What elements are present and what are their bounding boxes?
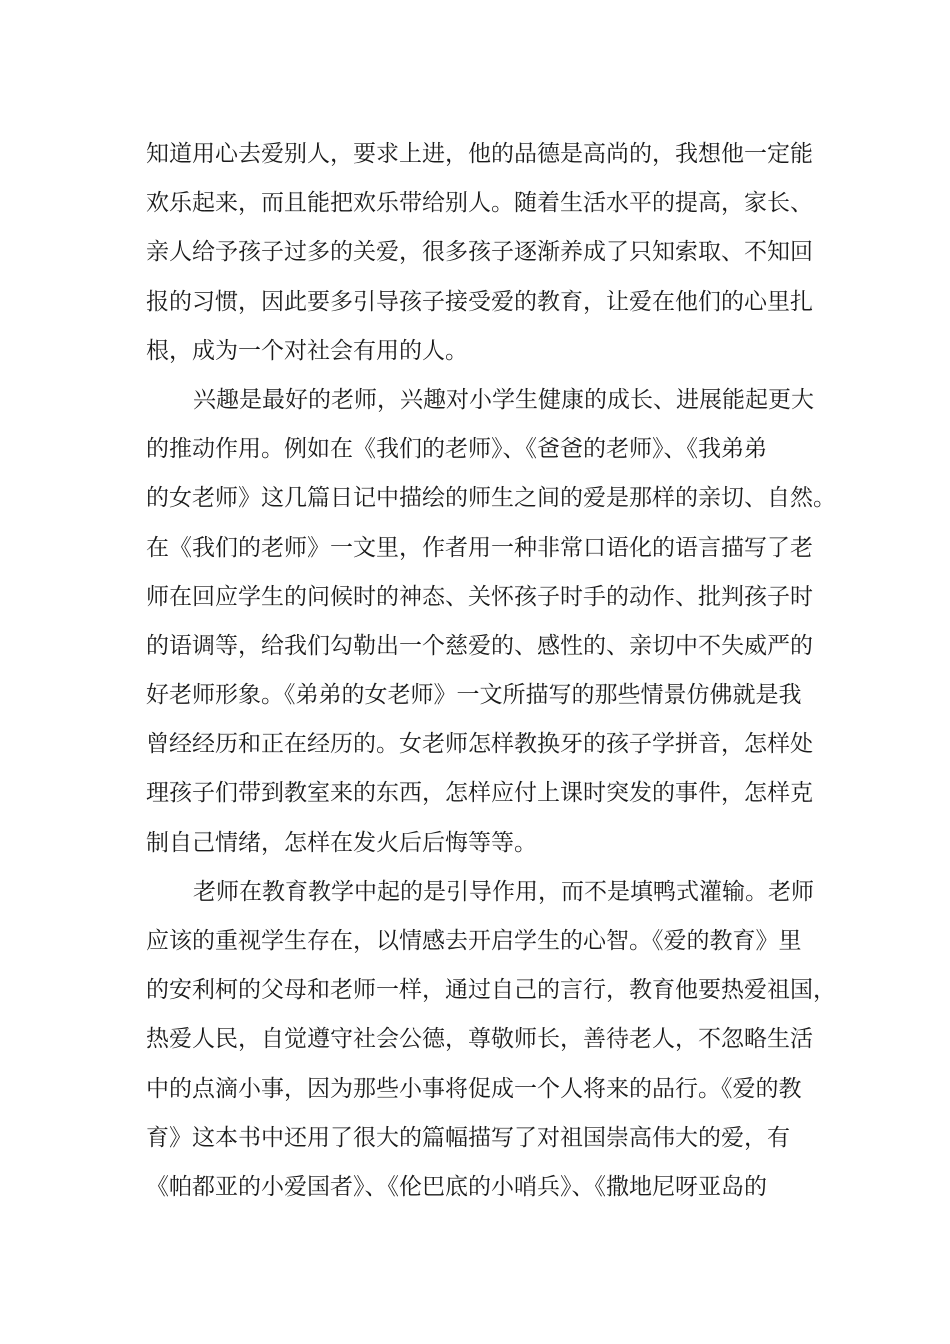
- text-line: 知道用心去爱别人，要求上进，他的品德是高尚的，我想他一定能: [146, 141, 813, 167]
- text-line: 欢乐起来，而且能把欢乐带给别人。随着生活水平的提高，家长、: [146, 190, 813, 217]
- text-line: 应该的重视学生存在，以情感去开启学生的心智。《爱的教育》里: [146, 928, 802, 954]
- text-line: 《帕都亚的小爱国者》、《伦巴底的小哨兵》、《撒地尼呀亚岛的: [146, 1173, 767, 1200]
- text-line: 好老师形象。《弟弟的女老师》一文所描写的那些情景仿佛就是我: [146, 682, 802, 709]
- text-line: 亲人给予孩子过多的关爱，很多孩子逐渐养成了只知索取、不知回: [146, 239, 813, 266]
- body-text: [146, 130, 836, 1212]
- text-line: 报的习惯，因此要多引导孩子接受爱的教育，让爱在他们的心里扎: [146, 288, 813, 315]
- text-line: 在《我们的老师》一文里，作者用一种非常口语化的语言描写了老: [146, 534, 813, 561]
- paragraph-start-line: 老师在教育教学中起的是引导作用，而不是填鸭式灌输。老师: [193, 878, 814, 905]
- text-line: 的安利柯的父母和老师一样，通过自己的言行，教育他要热爱祖国，: [146, 977, 836, 1004]
- text-line: 制自己情绪，怎样在发火后后悔等等。: [146, 829, 537, 856]
- text-line: 根，成为一个对社会有用的人。: [146, 337, 468, 364]
- paragraph-start-line: 兴趣是最好的老师，兴趣对小学生健康的成长、进展能起更大: [193, 386, 814, 413]
- text-line: 理孩子们带到教室来的东西，怎样应付上课时突发的事件，怎样克: [146, 780, 813, 807]
- text-line: 师在回应学生的问候时的神态、关怀孩子时手的动作、批判孩子时: [146, 583, 813, 610]
- text-line: 的女老师》这几篇日记中描绘的师生之间的爱是那样的亲切、自然。: [146, 485, 836, 512]
- text-line: 育》这本书中还用了很大的篇幅描写了对祖国崇高伟大的爱，有: [146, 1124, 790, 1151]
- text-line: 中的点滴小事，因为那些小事将促成一个人将来的品行。《爱的教: [146, 1075, 802, 1102]
- text-line: 的推动作用。例如在《我们的老师》、《爸爸的老师》、《我弟弟: [146, 436, 767, 463]
- text-line: 的语调等，给我们勾勒出一个慈爱的、感性的、亲切中不失威严的: [146, 632, 813, 659]
- text-line: 热爱人民，自觉遵守社会公德，尊敬师长，善待老人，不忽略生活: [146, 1026, 813, 1053]
- text-line: 曾经经历和正在经历的。女老师怎样教换牙的孩子学拼音，怎样处: [146, 731, 813, 758]
